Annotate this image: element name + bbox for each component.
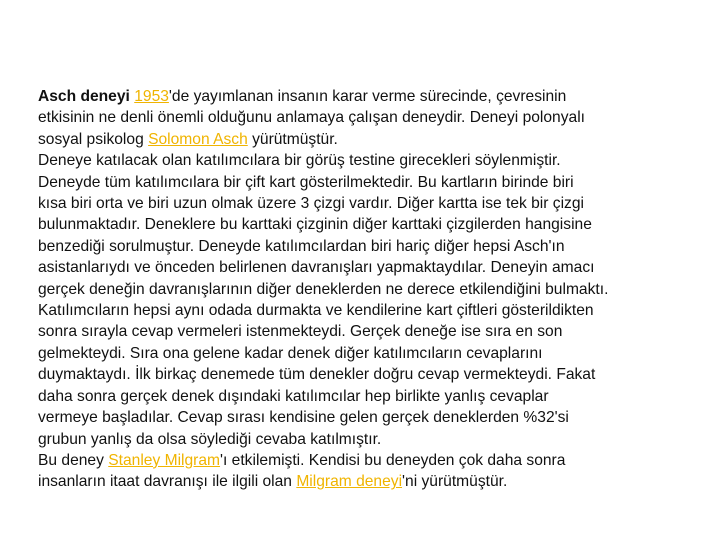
- text-line: daha sonra gerçek denek dışındaki katılımcılar hep birlikte yanlış cevaplar: [38, 387, 549, 405]
- text-line: [38, 86, 708, 107]
- text-line: Katılımcıların hepsi aynı odada durmakta ve kendilerine kart çiftleri gösterildikten: [38, 302, 594, 320]
- article-title-term: Asch deneyi: [38, 88, 130, 105]
- text-line: duymaktaydı. İlk birkaç denemede tüm denekler doğru cevap vermekteydi. Fakat: [38, 366, 596, 384]
- article-text: [38, 86, 708, 493]
- text-line: etkisinin ne denli önemli olduğunu anlamaya çalışan deneydir. Deneyi polonyalı: [38, 109, 585, 127]
- text-line: [38, 450, 708, 471]
- text-fragment: 'ı etkilemişti. Kendisi bu deneyden çok daha sonra: [220, 451, 566, 469]
- text-line: Deneye katılacak olan katılımcılara bir görüş testine girecekleri söylenmiştir.: [38, 152, 561, 170]
- text-line: gerçek deneğin davranışlarının diğer deneklerden ne derece etkilendiğini bulmaktı.: [38, 280, 609, 298]
- text-line: bulunmaktadır. Deneklere bu karttaki çizginin diğer karttaki çizgilerden hangisine: [38, 216, 592, 234]
- text-fragment: 'de yayımlanan insanın karar verme sürecinde, çevresinin: [168, 88, 567, 105]
- text-fragment: Bu deney: [38, 451, 109, 469]
- text-fragment: 'ni yürütmüştür.: [402, 473, 508, 491]
- text-line: [38, 129, 708, 150]
- link-1953[interactable]: 1953: [134, 88, 169, 105]
- text-line: vermeye başladılar. Cevap sırası kendisine gelen gerçek deneklerden %32'si: [38, 409, 569, 427]
- text-line: grubun yanlış da olsa söylediği cevaba katılmıştır.: [38, 430, 382, 448]
- text-line: asistanlarıydı ve önceden belirlenen davranışları yapmaktaydılar. Deneyin amacı: [38, 259, 595, 277]
- text-fragment: insanların itaat davranışı ile ilgili olan: [38, 473, 297, 491]
- link-solomon-asch[interactable]: Solomon Asch: [148, 130, 248, 148]
- text-line: [38, 471, 708, 492]
- text-line: sonra sırayla cevap vermeleri istenmekteydi. Gerçek deneğe ise sıra en son: [38, 323, 563, 341]
- text-line: Deneyde tüm katılımcılara bir çift kart gösterilmektedir. Bu kartların birinde biri: [38, 173, 574, 191]
- link-stanley-milgram[interactable]: Stanley Milgram: [108, 451, 221, 469]
- text-line: kısa biri orta ve biri uzun olmak üzere 3 çizgi vardır. Diğer kartta ise tek bir çizgi: [38, 195, 584, 213]
- text-fragment: yürütmüştür.: [247, 130, 338, 148]
- text-fragment: sosyal psikolog: [38, 130, 149, 148]
- text-line: gelmekteydi. Sıra ona gelene kadar denek diğer katılımcıların cevaplarını: [38, 344, 543, 362]
- text-line: benzediği sorulmuştur. Deneyde katılımcılardan biri hariç diğer hepsi Asch'ın: [38, 237, 565, 255]
- link-milgram-deneyi[interactable]: Milgram deneyi: [296, 473, 403, 491]
